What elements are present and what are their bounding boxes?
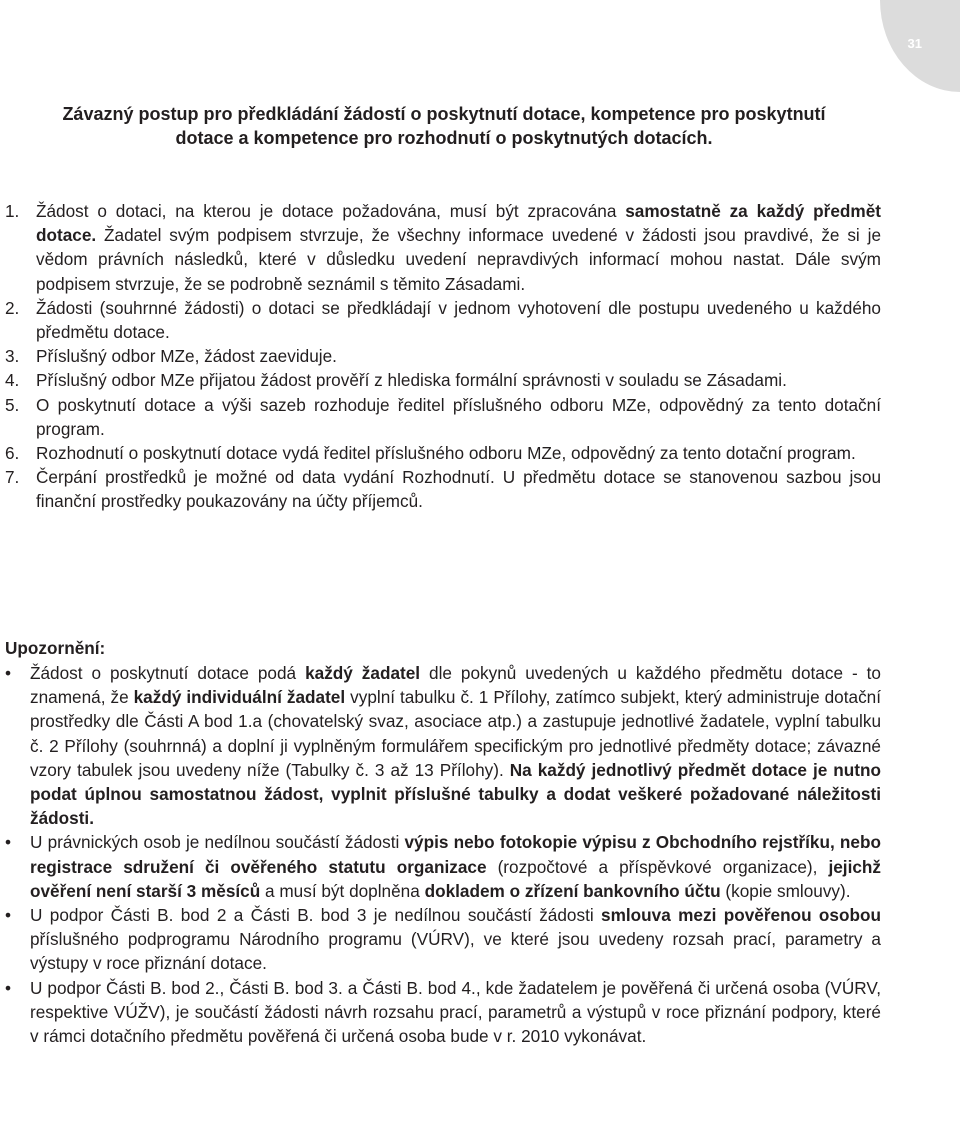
step-text: Čerpání prostředků je možné od data vydání Rozhodnutí. U předmětu dotace se stanovenou sazbou jsou finanční prostředky poukazovány na účty příjemců. (36, 467, 881, 512)
note-text-bold: každý žadatel (305, 663, 421, 683)
note-text: příslušného podprogramu Národního programu (VÚRV), ve které jsou uvedeny rozsah prací, parametry a výstupy v roce přiznání dotace. (30, 929, 881, 974)
step-item (5, 368, 881, 392)
step-item (5, 441, 881, 465)
note-text-bold: výpis nebo fotokopie výpisu z Obchodního rejstříku, nebo registrace sdružení či ověřeného statutu organizace (30, 832, 881, 877)
page-title-line-1: Závazný postup pro předkládání žádostí o poskytnutí dotace, kompetence pro poskytnutí (62, 104, 826, 124)
step-number: 5. (5, 394, 20, 415)
step-number: 2. (5, 297, 20, 318)
step-number: 7. (5, 467, 20, 488)
step-text: Žádosti (souhrnné žádosti) o dotaci se předkládají v jednom vyhotovení dle postupu uvedeného u každého předmětu dotace. (36, 297, 881, 343)
page-title-line-2: dotace a kompetence pro rozhodnutí o poskytnutých dotacích. (175, 128, 713, 148)
step-text: Žadatel svým podpisem stvrzuje, že všechny informace uvedené v žádosti jsou pravdivé, že si je vědom právních následků, které v důsledku uvedení nepravdivých informací mohou nastat. Dále svým podpisem stvrzuje, že se podrobně seznámil s těmito Zásadami. (36, 225, 881, 294)
note-item (5, 661, 881, 830)
bullet-icon: • (5, 663, 12, 683)
step-number: 4. (5, 370, 20, 391)
step-item (5, 199, 881, 296)
note-text: (kopie smlouvy). (720, 880, 851, 901)
note-text: vyplní tabulku č. 1 Přílohy, zatímco subjekt, který administruje dotační prostředky dle Části A bod 1.a (chovatelský svaz, asociace atp.) a zastupuje jednotlivé žadatele, vyplní tabulku č. 2 Přílohy (souhrnná) a doplní ji vyplněným formulářem specifickým pro jednotlivé předměty dotace; závazné vzory tabulek jsou uvedeny níže (Tabulky č. 3 až 13 Přílohy). (30, 687, 882, 780)
step-number: 6. (5, 443, 20, 464)
note-text: U právnických osob je nedílnou součástí žádosti (30, 832, 405, 853)
step-text: Žádost o dotaci, na kterou je dotace požadována, musí být zpracována (36, 201, 626, 221)
procedure-steps-list (5, 199, 881, 514)
note-text: U podpor Části B. bod 2., Části B. bod 3. a Části B. bod 4., kde žadatelem je pověřená či určená osoba (VÚRV, respektive VÚŽV), je součástí žádosti návrh rozsahu prací, parametrů a výstupů v roce přiznání podpory, které v rámci dotačního předmětu pověřená či určená osoba bude v r. 2010 vykonávat. (30, 977, 881, 1047)
step-text: Příslušný odbor MZe přijatou žádost prověří z hlediska formální správnosti v souladu se Zásadami. (36, 370, 787, 391)
note-item (5, 903, 881, 976)
note-text: Žádost o poskytnutí dotace podá (30, 663, 306, 683)
step-text: Příslušný odbor MZe, žádost zaeviduje. (36, 346, 337, 367)
step-item (5, 393, 881, 441)
note-text-bold: smlouva mezi pověřenou osobou (601, 905, 881, 926)
page-number: 31 (907, 36, 922, 51)
note-text-bold: každý individuální žadatel (133, 687, 346, 708)
note-item (5, 976, 881, 1049)
step-item (5, 465, 881, 513)
note-text: a musí být doplněna (260, 880, 425, 901)
note-text: U podpor Části B. bod 2 a Části B. bod 3 je nedílnou součástí žádosti (30, 905, 602, 926)
note-text-bold: dokladem o zřízení bankovního účtu (424, 880, 721, 901)
bullet-icon: • (5, 832, 12, 853)
warning-heading: Upozornění: (5, 638, 106, 658)
bullet-icon: • (5, 905, 12, 926)
step-item (5, 296, 881, 344)
bullet-icon: • (5, 977, 12, 998)
step-number: 1. (5, 201, 20, 221)
note-text: dle pokynů uvedených u každého předmětu dotace - to znamená, že (30, 663, 881, 708)
note-item (5, 830, 881, 903)
step-text: O poskytnutí dotace a výši sazeb rozhoduje ředitel příslušného odboru MZe, odpovědný za tento dotační program. (36, 394, 881, 439)
step-item (5, 344, 881, 368)
step-text-bold: samostatně za každý předmět dotace. (36, 201, 881, 246)
page-title (0, 102, 888, 150)
note-text-bold: Na každý jednotlivý předmět dotace je nutno podat úplnou samostatnou žádost, vyplnit příslušné tabulky a dodat veškeré požadované náležitosti žádosti. (30, 759, 882, 829)
step-number: 3. (5, 346, 20, 367)
step-text: Rozhodnutí o poskytnutí dotace vydá ředitel příslušného odboru MZe, odpovědný za tento dotační program. (36, 443, 856, 464)
note-text: (rozpočtové a příspěvkové organizace), (486, 856, 829, 877)
warning-notes-list (5, 661, 881, 1048)
note-text-bold: jejichž ověření není starší 3 měsíců (30, 856, 882, 901)
